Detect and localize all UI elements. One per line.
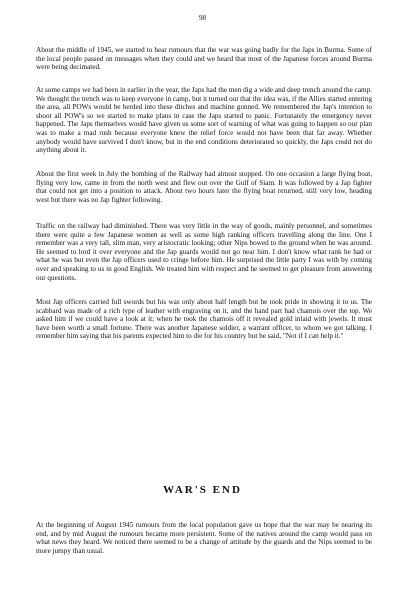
paragraph-3: About the first week in July the bombing of the Railway had almost stopped. On one occasion a large flying boat, flying very low, came in from the north west and flew out over the Gulf of Siam. It was followed by a Jap fighter that could not get into a position to attack. About two hours later the flying boat returned, still very low, heading west but there was no Jap fighter following. xyxy=(36,170,372,204)
paragraph-2: At some camps we had been in earlier in the year, the Japs had the men dig a wide and deep trench around the camp. We thought the trench was to keep everyone in camp, but it turned out that the idea was, if the Allies started entering the area, all POWs would be herded into these ditches and machine gunned. We remembered the Jap's intention to shoot all POW's so we started to make plans in case the Japs started to panic. Fortunately the emergency never happened. The Japs themselves would have given us some sort of warning of what was going to happen so our plan was to make a mad rush because everyone knew the relief force would not have been that far away. Whether anybody would have survived I don't know, but in the end conditions deteriorated so quickly, the Japs could not do anything about it. xyxy=(36,86,372,155)
section-paragraph: At the beginning of August 1945 rumours from the local population gave us hope that the war may be nearing its end, and by mid August the rumours became more persistent. Some of the natives around the camp would pass on what news they heard. We noticed there seemed to be a change of attitude by the guards and the Nips seemed to be more jumpy than usual. xyxy=(36,521,372,555)
paragraph-4: Traffic on the railway had diminished. There was very little in the way of goods, mainly personnel, and sometimes there were quite a few Japanese women as well as some high ranking officers travelling along the line. One I remember was a very tall, slim man, very aristocratic looking; other Nips bowed to the ground when he was around. He seemed to lord it over everyone and the Jap guards would not go near him. I don't know what rank he had or what he was but even the Jap officers used to cringe before him. He surprised the little party I was with by coming over and speaking to us in good English. We treated him with respect and he seemed to get pleasure from answering our questions. xyxy=(36,222,372,282)
section-heading: WAR'S END xyxy=(163,484,242,496)
paragraph-5: Most Jap officers carried full swords but his was only about half length but he took pride in showing it to us. The scabbard was made of a rich type of leather with engraving on it, and the hand part had chamois over the top. We asked him if we could have a look at it; when he took the chamois off it revealed gold inlaid with jewels. It must have been worth a small fortune. There was another Japanese soldier, a warrant officer, to whom we got talking. I remember him saying that his parents expected him to die for his country but he said, "Not if I can help it." xyxy=(36,298,372,341)
page-number: 98 xyxy=(199,14,206,22)
paragraph-1: About the middle of 1945, we started to hear rumours that the war was going badly for the Japs in Burma. Some of the local people passed on messages when they could and we heard that most of the Japanese forces around Burma were being decimated. xyxy=(36,46,372,72)
